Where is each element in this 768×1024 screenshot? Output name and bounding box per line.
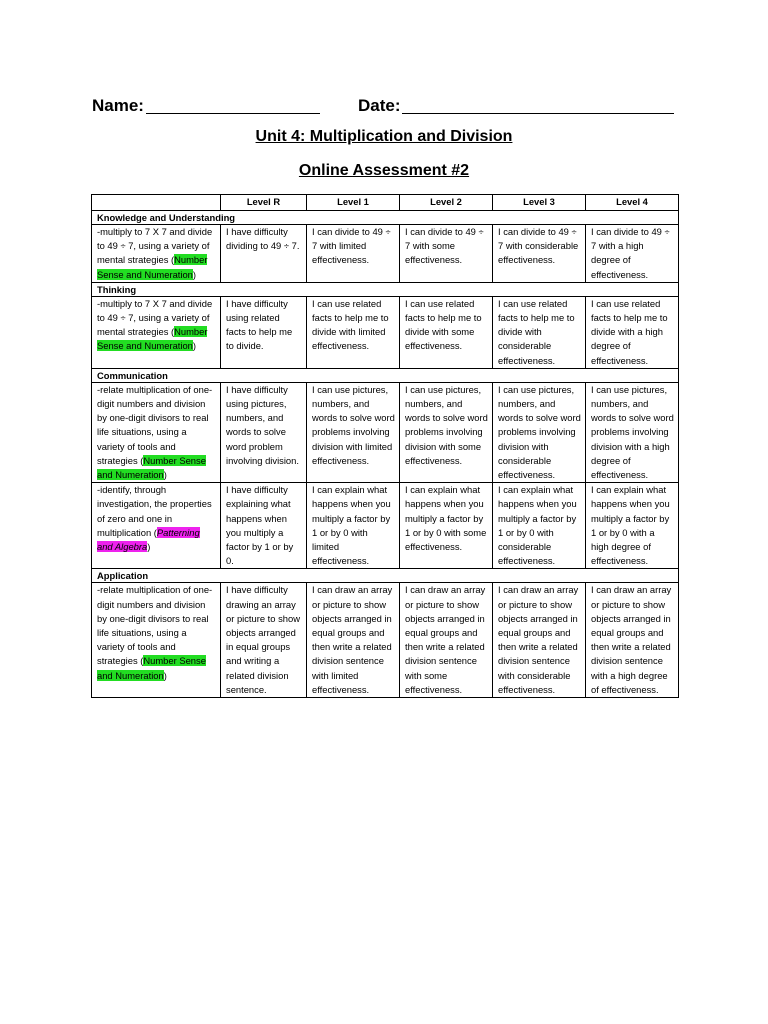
expectation-cell [92, 483, 221, 569]
section-row [92, 282, 679, 296]
expectation-text: -relate multiplication of one-digit numbers and division by one-digit divisors to real life situations, using a variety of tools and strategies ( [97, 584, 213, 667]
table-row [92, 483, 679, 569]
level-4-cell: I can explain what happens when you multiply a factor by 1 or by 0 with a high degree of effectiveness. [586, 483, 679, 569]
table-row [92, 296, 679, 368]
section-title-knowledge: Knowledge and Understanding [92, 211, 679, 225]
level-2-cell: I can divide to 49 ÷ 7 with some effectiveness. [400, 225, 493, 283]
expectation-text: -identify, through investigation, the properties of zero and one in multiplication ( [97, 484, 212, 538]
date-blank-line[interactable] [402, 96, 674, 114]
expectation-close: ) [163, 669, 167, 681]
expectation-cell [92, 296, 221, 368]
header-cell-level-r: Level R [221, 195, 307, 211]
table-row [92, 583, 679, 698]
strand-highlight: Number Sense and Numeration [97, 454, 206, 481]
level-2-cell: I can explain what happens when you multiply a factor by 1 or by 0 with some effectiveness. [400, 483, 493, 569]
header-cell-level-2: Level 2 [400, 195, 493, 211]
level-3-cell: I can draw an array or picture to show objects arranged in equal groups and then write a related division sentence with considerable effectiveness. [493, 583, 586, 698]
expectation-cell [92, 382, 221, 482]
expectation-cell [92, 225, 221, 283]
level-4-cell: I can draw an array or picture to show objects arranged in equal groups and then write a related division sentence with a high degree of effectiveness. [586, 583, 679, 698]
level-2-cell: I can draw an array or picture to show objects arranged in equal groups and then write a related division sentence with some effectiveness. [400, 583, 493, 698]
rubric-table [91, 194, 679, 698]
name-date-line [92, 96, 692, 118]
strand-highlight: Number Sense and Numeration [97, 655, 206, 681]
name-label: Name: [92, 96, 144, 115]
section-title-thinking: Thinking [92, 282, 679, 296]
level-3-cell: I can explain what happens when you multiply a factor by 1 or by 0 with considerable effectiveness. [493, 483, 586, 569]
expectation-text: -relate multiplication of one-digit numbers and division by one-digit divisors to real life situations, using a variety of tools and strategies ( [97, 383, 213, 466]
level-2-cell: I can use pictures, numbers, and words to solve word problems involving division with some effectiveness. [400, 382, 493, 482]
unit-title-text: Unit 4: Multiplication and Division [255, 128, 513, 145]
level-r-cell: I have difficulty dividing to 49 ÷ 7. [221, 225, 307, 283]
header-cell-level-1: Level 1 [307, 195, 400, 211]
level-r-cell: I have difficulty drawing an array or picture to show objects arranged in equal groups and writing a related division sentence. [221, 583, 307, 698]
level-1-cell: I can use related facts to help me to divide with limited effectiveness. [307, 296, 400, 368]
level-3-cell: I can use pictures, numbers, and words to solve word problems involving division with considerable effectiveness. [493, 382, 586, 482]
level-1-cell: I can draw an array or picture to show objects arranged in equal groups and then write a related division sentence with limited effectiveness. [307, 583, 400, 698]
level-1-cell: I can use pictures, numbers, and words to solve word problems involving division with limited effectiveness. [307, 382, 400, 482]
strand-highlight: Patterning and Algebra [97, 526, 200, 553]
section-row [92, 368, 679, 382]
section-row [92, 211, 679, 225]
table-row [92, 382, 679, 482]
expectation-cell [92, 583, 221, 698]
rubric-header-row [92, 195, 679, 211]
expectation-text: -multiply to 7 X 7 and divide to 49 ÷ 7, using a variety of mental strategies ( [97, 226, 213, 266]
level-1-cell: I can divide to 49 ÷ 7 with limited effectiveness. [307, 225, 400, 283]
unit-title [0, 128, 768, 146]
section-title-communication: Communication [92, 368, 679, 382]
header-cell-blank [92, 195, 221, 211]
expectation-close: ) [147, 541, 151, 553]
expectation-text: -multiply to 7 X 7 and divide to 49 ÷ 7, using a variety of mental strategies ( [97, 297, 213, 338]
name-blank-line[interactable] [146, 96, 320, 114]
level-r-cell: I have difficulty using pictures, numbers, and words to solve word problem involving division. [221, 382, 307, 482]
table-row [92, 225, 679, 283]
level-3-cell: I can divide to 49 ÷ 7 with considerable effectiveness. [493, 225, 586, 283]
strand-highlight: Number Sense and Numeration [97, 254, 208, 280]
date-label: Date: [358, 96, 401, 115]
strand-highlight: Number Sense and Numeration [97, 326, 208, 352]
level-r-cell: I have difficulty explaining what happens when you multiply a factor by 1 or by 0. [221, 483, 307, 569]
level-3-cell: I can use related facts to help me to divide with considerable effectiveness. [493, 296, 586, 368]
expectation-close: ) [192, 268, 197, 280]
header-cell-level-4: Level 4 [586, 195, 679, 211]
level-4-cell: I can use pictures, numbers, and words to solve word problems involving division with a high degree of effectiveness. [586, 382, 679, 482]
level-4-cell: I can divide to 49 ÷ 7 with a high degree of effectiveness. [586, 225, 679, 283]
assessment-title-text: Online Assessment #2 [298, 162, 470, 179]
section-row [92, 569, 679, 583]
assessment-title [0, 162, 768, 180]
level-4-cell: I can use related facts to help me to divide with a high degree of effectiveness. [586, 296, 679, 368]
header-cell-level-3: Level 3 [493, 195, 586, 211]
level-1-cell: I can explain what happens when you multiply a factor by 1 or by 0 with limited effectiveness. [307, 483, 400, 569]
level-r-cell: I have difficulty using related facts to help me to divide. [221, 296, 307, 368]
expectation-close: ) [163, 469, 167, 481]
expectation-close: ) [192, 340, 197, 352]
section-title-application: Application [92, 569, 679, 583]
level-2-cell: I can use related facts to help me to divide with some effectiveness. [400, 296, 493, 368]
